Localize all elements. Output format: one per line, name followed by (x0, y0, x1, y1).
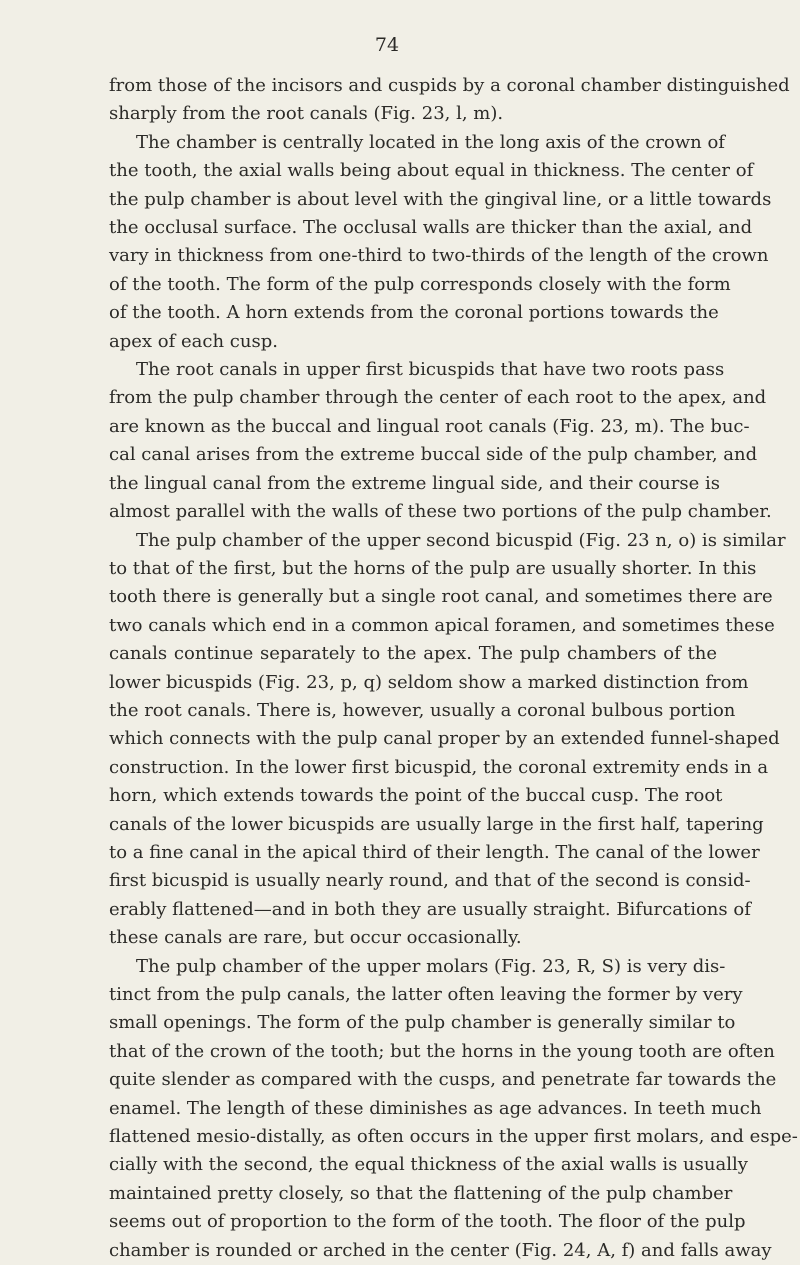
text-line: sharply from the root canals (Fig. 23, l, m). (109, 103, 504, 125)
text-line: almost parallel with the walls of these two portions of the pulp chamber. (109, 501, 772, 523)
text-line: quite slender as compared with the cusps, and penetrate far towards the (109, 1069, 777, 1091)
text-line: enamel. The length of these diminishes as age advances. In teeth much (109, 1097, 762, 1119)
text-line: erably flattened—and in both they are usually straight. Bifurcations of (109, 898, 751, 920)
text-line: two canals which end in a common apical foramen, and sometimes these (109, 614, 775, 636)
text-line: horn, which extends towards the point of the buccal cusp. The root (109, 785, 723, 807)
text-line: to a fine canal in the apical third of their length. The canal of the lower (109, 841, 760, 863)
text-line: that of the crown of the tooth; but the horns in the young tooth are often (109, 1040, 775, 1062)
text-line: lower bicuspids (Fig. 23, p, q) seldom show a marked distinction from (109, 671, 749, 693)
text-line: the pulp chamber is about level with the gingival line, or a little towards (109, 188, 772, 210)
text-line: the lingual canal from the extreme lingual side, and their course is (109, 472, 720, 494)
text-line: cially with the second, the equal thickness of the axial walls is usually (109, 1154, 748, 1176)
text-line: from those of the incisors and cuspids by a coronal chamber distinguished (109, 75, 790, 96)
text-line: the tooth, the axial walls being about equal in thickness. The center of (109, 160, 754, 182)
text-line: vary in thickness from one-third to two-thirds of the length of the crown (109, 245, 769, 267)
text-line: canals continue separately to the apex. The pulp chambers of the (109, 643, 717, 665)
text-line: apex of each cusp. (109, 330, 278, 352)
body-text (109, 72, 798, 1265)
text-line: to that of the first, but the horns of the pulp are usually shorter. In this (109, 557, 757, 579)
text-line: The pulp chamber of the upper molars (Fig. 23, R, S) is very dis- (136, 955, 726, 977)
text-line: are known as the buccal and lingual root canals (Fig. 23, m). The buc- (109, 415, 750, 437)
text-line: these canals are rare, but occur occasionally. (109, 927, 522, 949)
text-line: the occlusal surface. The occlusal walls are thicker than the axial, and (109, 217, 753, 239)
text-line: tooth there is generally but a single root canal, and sometimes there are (109, 586, 773, 608)
text-line: flattened mesio-distally, as often occurs in the upper first molars, and espe- (109, 1126, 798, 1148)
text-line: seems out of proportion to the form of the tooth. The floor of the pulp (109, 1211, 746, 1233)
text-line: of the tooth. A horn extends from the coronal portions towards the (109, 302, 719, 324)
text-line: from the pulp chamber through the center of each root to the apex, and (109, 387, 767, 409)
text-line: canals of the lower bicuspids are usually large in the first half, tapering (109, 813, 764, 835)
text-line: tinct from the pulp canals, the latter often leaving the former by very (109, 984, 743, 1005)
text-line: The root canals in upper first bicuspids that have two roots pass (136, 359, 725, 381)
text-line: which connects with the pulp canal proper by an extended funnel-shaped (109, 728, 780, 750)
text-line: first bicuspid is usually nearly round, and that of the second is consid- (109, 870, 751, 892)
text-line: maintained pretty closely, so that the flattening of the pulp chamber (109, 1182, 733, 1204)
text-line: cal canal arises from the extreme buccal side of the pulp chamber, and (109, 444, 758, 466)
text-line: The chamber is centrally located in the long axis of the crown of (136, 131, 725, 153)
text-line: construction. In the lower first bicuspid, the coronal extremity ends in a (109, 756, 769, 778)
text-line: chamber is rounded or arched in the center (Fig. 24, A, f) and falls away (109, 1239, 772, 1261)
text-line: The pulp chamber of the upper second bicuspid (Fig. 23 n, o) is similar (136, 529, 786, 551)
text-line: the root canals. There is, however, usually a coronal bulbous portion (109, 699, 736, 721)
text-line: of the tooth. The form of the pulp corresponds closely with the form (109, 273, 731, 295)
page-number: 74 (374, 34, 400, 56)
text-line: small openings. The form of the pulp chamber is generally similar to (109, 1012, 736, 1034)
